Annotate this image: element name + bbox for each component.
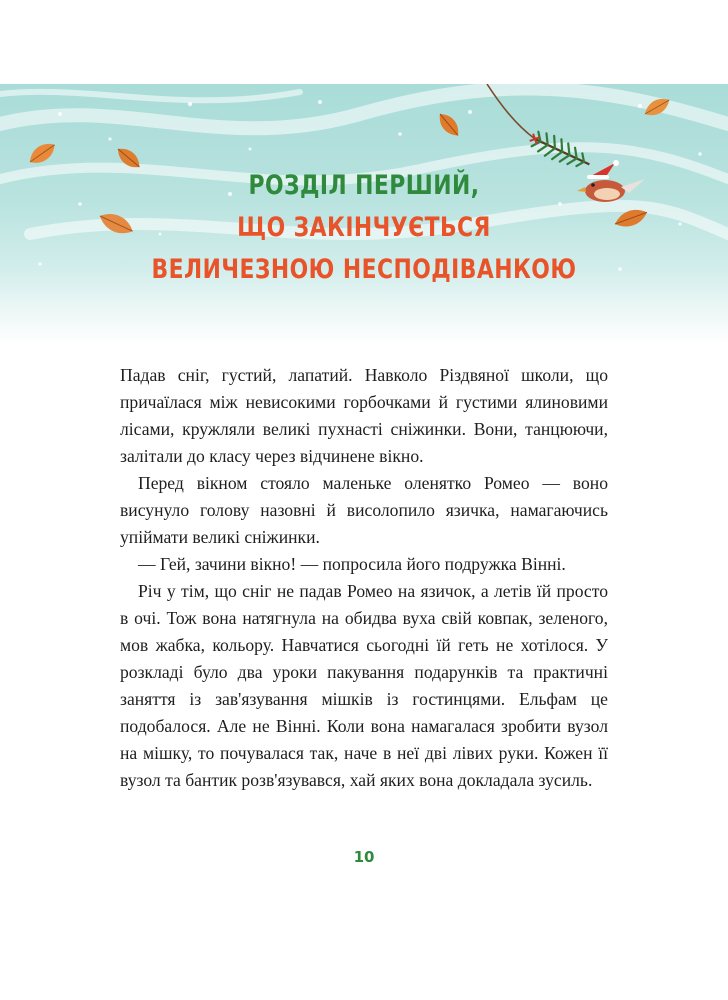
paragraph: — Гей, зачини вікно! — попросила його подружка Вінні. <box>138 554 566 574</box>
chapter-title <box>0 165 728 291</box>
paragraph: Падав сніг, густий, лапатий. Навколо Різдвяної школи, що причаїлася між невисокими горбочками й густими ялиновими лісами, кружляли великі пухнасті сніжинки. Вони, танцюючи, залітали до класу через відчинене вікно. <box>120 365 608 466</box>
page-number: 10 <box>353 848 375 866</box>
chapter-body <box>120 362 608 794</box>
paragraph: Річ у тім, що сніг не падав Ромео на язичок, а летів їй просто в очі. Тож вона натягнула на обидва вуха свій ковпак, зеленого, мов жабка, кольору. Навчатися сьогодні їй геть не хотілося. У розкладі було два уроки пакування подарунків та практичні заняття із зав'язування мішків із гостинцями. Ельфам це подобалося. Але не Вінні. Коли вона намагалася зробити вузол на мішку, то почувалася так, наче в неї дві лівих руки. Кожен її вузол та бантик розв'язувався, хай яких вона докладала зусиль. <box>120 581 608 790</box>
chapter-title-line-1: РОЗДІЛ ПЕРШИЙ, <box>248 170 480 201</box>
paragraph: Перед вікном стояло маленьке оленятко Ромео — воно висунуло голову назовні й висолопило язичка, намагаючись упіймати великі сніжинки. <box>120 473 608 547</box>
chapter-title-line-2: ЩО ЗАКІНЧУЄТЬСЯ <box>237 212 491 243</box>
chapter-title-line-3: ВЕЛИЧЕЗНОЮ НЕСПОДІВАНКОЮ <box>151 254 577 285</box>
